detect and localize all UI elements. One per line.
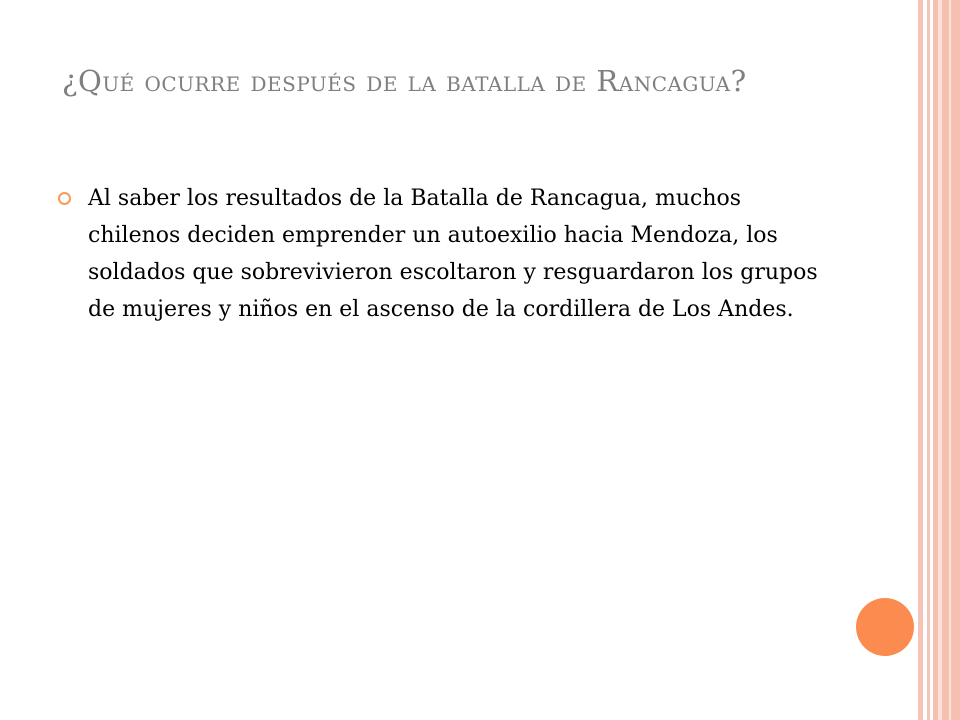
decorative-stripe	[938, 0, 942, 720]
decorative-stripe	[949, 0, 951, 720]
bullet-circle-icon	[58, 192, 71, 205]
slide-title: ¿Qué ocurre después de la batalla de Rancagua?	[62, 64, 747, 98]
decorative-stripe	[918, 0, 923, 720]
accent-circle-icon	[856, 598, 914, 656]
bullet-list	[58, 180, 818, 328]
decorative-stripe	[927, 0, 930, 720]
bullet-text: Al saber los resultados de la Batalla de Rancagua, muchos chilenos deciden emprender un autoexilio hacia Mendoza, los soldados que sobrevivieron escoltaron y resguardaron los grupos de mujeres y niños en el ascenso de la cordillera de Los Andes.	[88, 186, 818, 322]
bullet-item	[58, 180, 818, 328]
